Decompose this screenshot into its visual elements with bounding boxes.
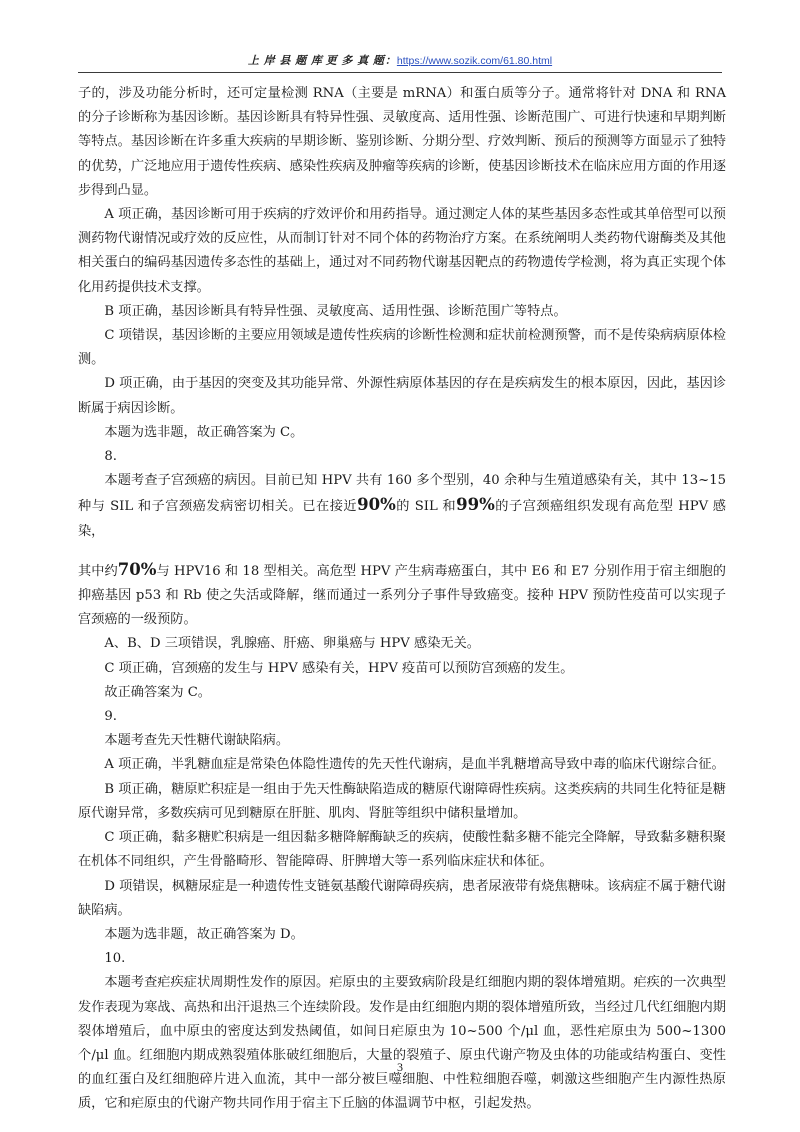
paragraph: 本题考查先天性糖代谢缺陷病。 — [104, 733, 290, 749]
paragraph: B 项正确，糖原贮积症是一组由于先天性酶缺陷造成的糖原代谢障碍性疾病。这类疾病的共同生化特征是糖原代谢异常，多数疾病可见到糖原在肝脏、肌肉、肾脏等组织中储积量增加。 — [78, 781, 726, 821]
paragraph: A、B、D 三项错误，乳腺癌、肝癌、卵巢癌与 HPV 感染无关。 — [104, 636, 480, 652]
paragraph — [78, 558, 726, 633]
percentage: 70% — [117, 559, 157, 579]
paragraph: D 项错误，枫糖尿症是一种遗传性支链氨基酸代谢障碍疾病，患者尿液带有烧焦糖味。该病症不属于糖代谢缺陷病。 — [78, 878, 726, 918]
paragraph: A 项正确，半乳糖血症是常染色体隐性遗传的先天性代谢病，是血半乳糖增高导致中毒的临床代谢综合征。 — [104, 757, 725, 773]
paragraph: 故正确答案为 C。 — [104, 684, 211, 700]
text-run: 与 HPV16 和 18 型相关。高危型 HPV 产生病毒癌蛋白，其中 E6 和 E7 分别作用于宿主细胞的抑癌基因 p53 和 Rb 使之失活或降解，继而通过一系列分子事件导致癌变。接种 HPV 预防性疫苗可以实现子宫颈癌的一级预防。 — [78, 563, 726, 628]
paragraph: 本题为选非题，故正确答案为 D。 — [104, 926, 304, 942]
percentage: 90% — [357, 495, 396, 515]
question-number: 8. — [104, 449, 117, 465]
text-run: 的 SIL 和 — [395, 499, 457, 515]
text-run: 本题考查子宫颈癌的病因。目前已知 HPV 共有 160 多个型别，40 余种与生殖道感染有关，其中 13~15 种与 SIL 和子宫颈癌发病密切相关。已在接近 — [78, 473, 726, 515]
percentage: 99% — [456, 495, 495, 515]
question-number: 9. — [104, 709, 117, 725]
paragraph: C 项正确，宫颈癌的发生与 HPV 感染有关，HPV 疫苗可以预防宫颈癌的发生。 — [104, 660, 574, 676]
document-body — [78, 82, 726, 1117]
paragraph: C 项正确，黏多糖贮积病是一组因黏多糖降解酶缺乏的疾病，使酸性黏多糖不能完全降解，导致黏多糖积聚在机体不同组织，产生骨骼畸形、智能障碍、肝脾增大等一系列临床症状和体征。 — [78, 830, 726, 870]
header-label: 更 多 真 题： — [325, 55, 397, 67]
question-number: 10. — [104, 951, 126, 967]
paragraph — [78, 469, 726, 544]
paragraph: A 项正确，基因诊断可用于疾病的疗效评价和用药指导。通过测定人体的某些基因多态性或其单倍型可以预测药物代谢情况或疗效的反应性，从而制订针对不同个体的药物治疗方案。在系统阐明人类药物代谢酶类及其他相关蛋白的编码基因遗传多态性的基础上，通过对不同药物代谢基因靶点的药物遗传学检测，将为真正实现个体化用药提供技术支撑。 — [78, 207, 726, 295]
paragraph: B 项正确，基因诊断具有特异性强、灵敏度高、适用性强、诊断范围广等特点。 — [104, 303, 567, 319]
paragraph: D 项正确，由于基因的突变及其功能异常、外源性病原体基因的存在是疾病发生的根本原因，因此，基因诊断属于病因诊断。 — [78, 376, 726, 416]
page-header — [78, 52, 722, 73]
text-run: 其中约 — [78, 563, 118, 579]
paragraph: C 项错误，基因诊断的主要应用领域是遗传性疾病的诊断性检测和症状前检测预警，而不是传染病病原体检测。 — [78, 328, 726, 368]
paragraph: 本题为选非题，故正确答案为 C。 — [104, 424, 304, 440]
header-link[interactable]: https://www.sozik.com/61.80.html — [396, 55, 553, 67]
paragraph: 子的，涉及功能分析时，还可定量检测 RNA（主要是 mRNA）和蛋白质等分子。通常将针对 DNA 和 RNA 的分子诊断称为基因诊断。基因诊断具有特异性强、灵敏度高、适用性强、诊断范围广、可进行快速和早期判断等特点。基因诊断在许多重大疾病的早期诊断、鉴别诊断、分期分型、疗效判断、预后的预测等方面显示了独特的优势，广泛地应用于遗传性疾病、感染性疾病及肿瘤等疾病的诊断，使基因诊断技术在临床应用方面的作用逐步得到凸显。 — [78, 86, 726, 198]
page-number: 3 — [397, 1060, 403, 1074]
paragraph: 本题考查疟疾症状周期性发作的原因。疟原虫的主要致病阶段是红细胞内期的裂体增殖期。疟疾的一次典型发作表现为寒战、高热和出汗退热三个连续阶段。发作是由红细胞内期的裂体增殖所致，当经过几代红细胞内期裂体增殖后，血中原虫的密度达到发热阈值，如间日疟原虫为 10~500 个/μl 血，恶性疟原虫为 500~1300 个/μl 血。红细胞内期成熟裂殖体胀破红细胞后，大量的裂殖子、原虫代谢产物及虫体的功能或结构蛋白、变性的血红蛋白及红细胞碎片进入血流，其中一部分被巨噬细胞、中性粒细胞吞噬，刺激这些细胞产生内源性热原质，它和疟原虫的代谢产物共同作用于宿主下丘脑的体温调节中枢，引起发热。 — [78, 975, 726, 1112]
text-run: 的子宫颈癌组织发现有高危型 HPV 感染， — [78, 499, 726, 539]
header-brand: 上 岸 县 题 库 — [247, 55, 323, 67]
